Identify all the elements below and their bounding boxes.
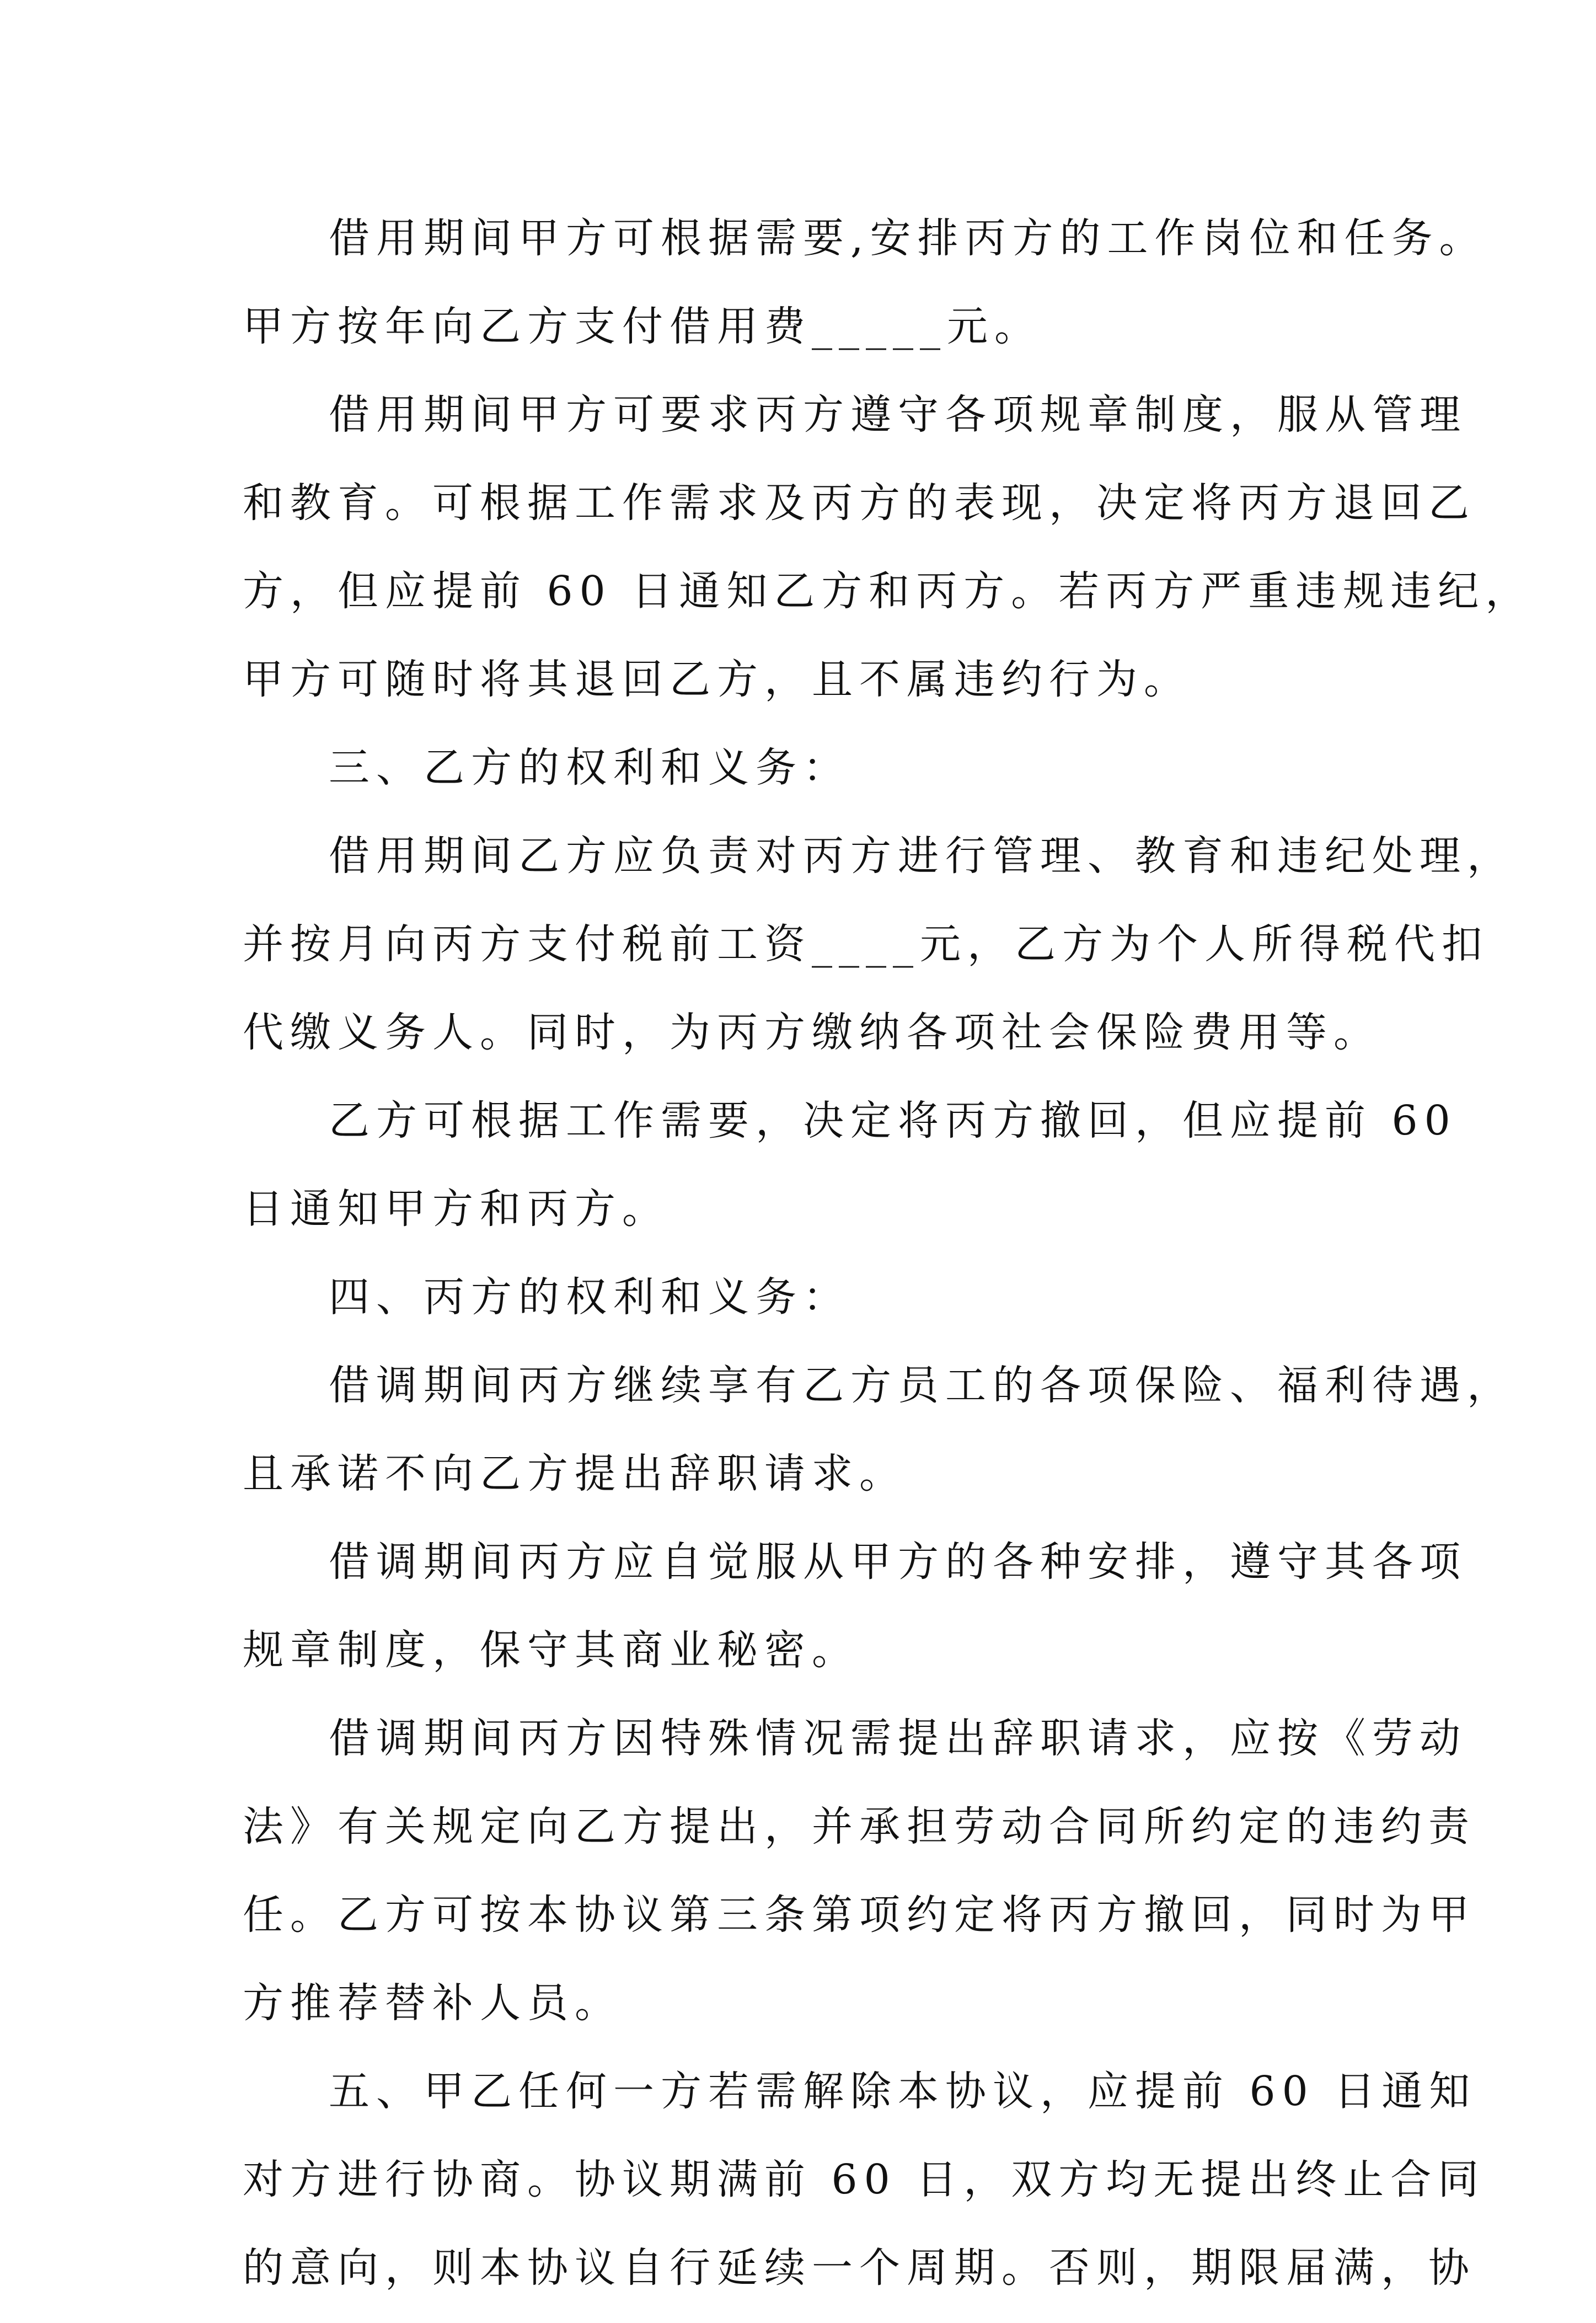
text-line: 规章制度，保守其商业秘密。	[243, 1626, 859, 1674]
text-line: 借用期间甲方可根据需要,安排丙方的工作岗位和任务。	[329, 215, 1487, 262]
document-body	[243, 205, 1533, 2323]
text-line: 甲方可随时将其退回乙方，且不属违约行为。	[243, 656, 1191, 703]
text-line: 法》有关规定向乙方提出，并承担劳动合同所约定的违约责	[243, 1803, 1476, 1850]
section-heading: 四、丙方的权利和义务：	[329, 1273, 850, 1321]
text-line: 方，但应提前 60 日通知乙方和丙方。若丙方严重违规违纪，	[243, 568, 1533, 615]
text-line: 借用期间甲方可要求丙方遵守各项规章制度，服从管理	[329, 391, 1467, 438]
text-line: 且承诺不向乙方提出辞职请求。	[243, 1450, 907, 1497]
section-heading: 五、甲乙任何一方若需解除本协议，应提前 60 日通知	[329, 2068, 1477, 2115]
text-line: 对方进行协商。协议期满前 60 日，双方均无提出终止合同	[243, 2156, 1486, 2203]
text-line: 借调期间丙方继续享有乙方员工的各项保险、福利待遇，	[329, 1362, 1514, 1409]
text-line: 甲方按年向乙方支付借用费_____元。	[243, 303, 1042, 350]
section-heading: 三、乙方的权利和义务：	[329, 744, 850, 791]
text-line: 借调期间丙方应自觉服从甲方的各种安排，遵守其各项	[329, 1538, 1467, 1586]
text-line: 借调期间丙方因特殊情况需提出辞职请求，应按《劳动	[329, 1715, 1467, 1762]
text-line: 借用期间乙方应负责对丙方进行管理、教育和违纪处理，	[329, 832, 1514, 880]
text-line: 和教育。可根据工作需求及丙方的表现，决定将丙方退回乙	[243, 479, 1476, 527]
text-line: 任。乙方可按本协议第三条第项约定将丙方撤回，同时为甲	[243, 1891, 1476, 1939]
text-line: 并按月向丙方支付税前工资____元，乙方为个人所得税代扣	[243, 920, 1489, 968]
text-line: 方推荐替补人员。	[243, 1979, 622, 2027]
text-line: 乙方可根据工作需要，决定将丙方撤回，但应提前 60	[329, 1097, 1457, 1144]
text-line: 代缴义务人。同时，为丙方缴纳各项社会保险费用等。	[243, 1009, 1381, 1056]
text-line: 的意向，则本协议自行延续一个周期。否则，期限届满，协	[243, 2244, 1476, 2292]
text-line: 日通知甲方和丙方。	[243, 1185, 670, 1233]
